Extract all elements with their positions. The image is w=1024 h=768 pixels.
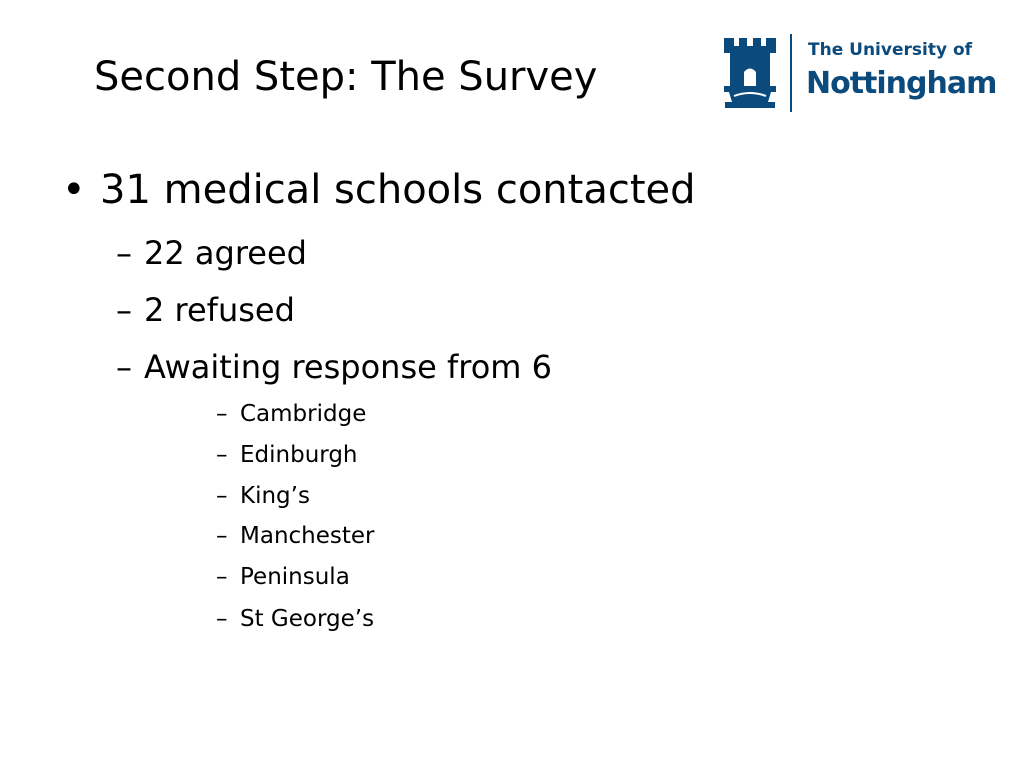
dash-marker: – (116, 234, 132, 272)
logo-divider (790, 34, 792, 112)
school-name: Peninsula (240, 564, 350, 590)
slide-title: Second Step: The Survey (94, 54, 598, 100)
sub-bullet-awaiting (116, 344, 552, 390)
dash-marker: – (216, 564, 228, 590)
school-item-manchester (216, 520, 375, 552)
bullet-main (62, 160, 696, 220)
dash-marker: – (216, 401, 228, 427)
bullet-main-text: 31 medical schools contacted (100, 167, 696, 213)
dash-marker: – (216, 483, 228, 509)
school-name: Edinburgh (240, 442, 358, 468)
school-item-peninsula (216, 561, 350, 593)
school-name: Manchester (240, 523, 375, 549)
school-item-st-georges (216, 603, 374, 635)
sub-bullet-text: 22 agreed (144, 234, 307, 272)
castle-tower-icon (722, 36, 778, 110)
school-item-edinburgh (216, 439, 358, 471)
bullet-marker: • (62, 167, 86, 213)
sub-bullet-text: 2 refused (144, 291, 295, 329)
school-name: King’s (240, 483, 310, 509)
school-item-cambridge (216, 398, 366, 430)
school-name: St George’s (240, 606, 375, 632)
school-item-kings (216, 480, 310, 512)
dash-marker: – (116, 291, 132, 329)
dash-marker: – (216, 523, 228, 549)
sub-bullet-text: Awaiting response from 6 (144, 348, 552, 386)
dash-marker: – (216, 606, 228, 632)
dash-marker: – (216, 442, 228, 468)
dash-marker: – (116, 348, 132, 386)
sub-bullet-refused (116, 287, 295, 333)
sub-bullet-agreed (116, 230, 307, 276)
school-name: Cambridge (240, 401, 367, 427)
logo-line-nottingham: Nottingham (806, 66, 997, 101)
logo-line-university: The University of (808, 40, 973, 60)
university-logo (722, 32, 997, 114)
